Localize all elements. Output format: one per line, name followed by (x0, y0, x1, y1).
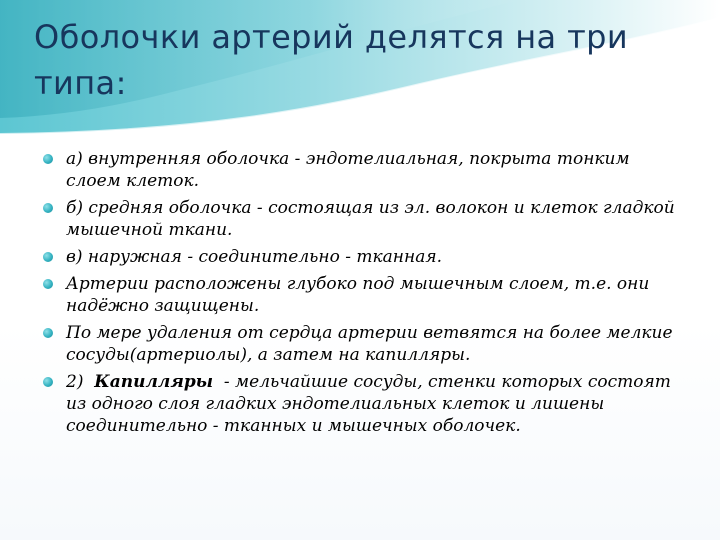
bullet-dot-icon (43, 377, 53, 387)
bullet-dot-icon (43, 154, 53, 164)
bullet-text: б) средняя оболочка - состоящая из эл. волокон и клеток гладкой мышечной ткани. (66, 198, 675, 240)
bullet-text: - мельчайшие сосуды, стенки которых состоят из одного слоя гладких эндотелиальных клеток и лишены соединительно - тканных и мышечных оболочек. (66, 372, 677, 436)
list-item (40, 246, 680, 268)
bullet-bold-term: Капилляры (94, 372, 214, 392)
bullet-text: Артерии расположены глубоко под мышечным слоем, т.е. они надёжно защищены. (66, 274, 650, 316)
list-item (40, 273, 680, 317)
bullet-dot-icon (43, 252, 53, 262)
bullet-text: а) внутренняя оболочка - эндотелиальная, покрыта тонким слоем клеток. (66, 149, 630, 191)
bullet-prefix: 2) (66, 372, 95, 392)
list-item (40, 148, 680, 192)
bullet-list (40, 148, 680, 442)
slide-title: Оболочки артерий делятся на три типа: (34, 18, 629, 102)
bullet-text: По мере удаления от сердца артерии ветвятся на более мелкие сосуды(артериолы), а затем на капилляры. (66, 323, 673, 365)
bullet-dot-icon (43, 328, 53, 338)
bullet-dot-icon (43, 203, 53, 213)
bullet-text: в) наружная - соединительно - тканная. (66, 247, 443, 267)
list-item (40, 322, 680, 366)
list-item (40, 197, 680, 241)
list-item (40, 371, 680, 437)
bullet-dot-icon (43, 279, 53, 289)
